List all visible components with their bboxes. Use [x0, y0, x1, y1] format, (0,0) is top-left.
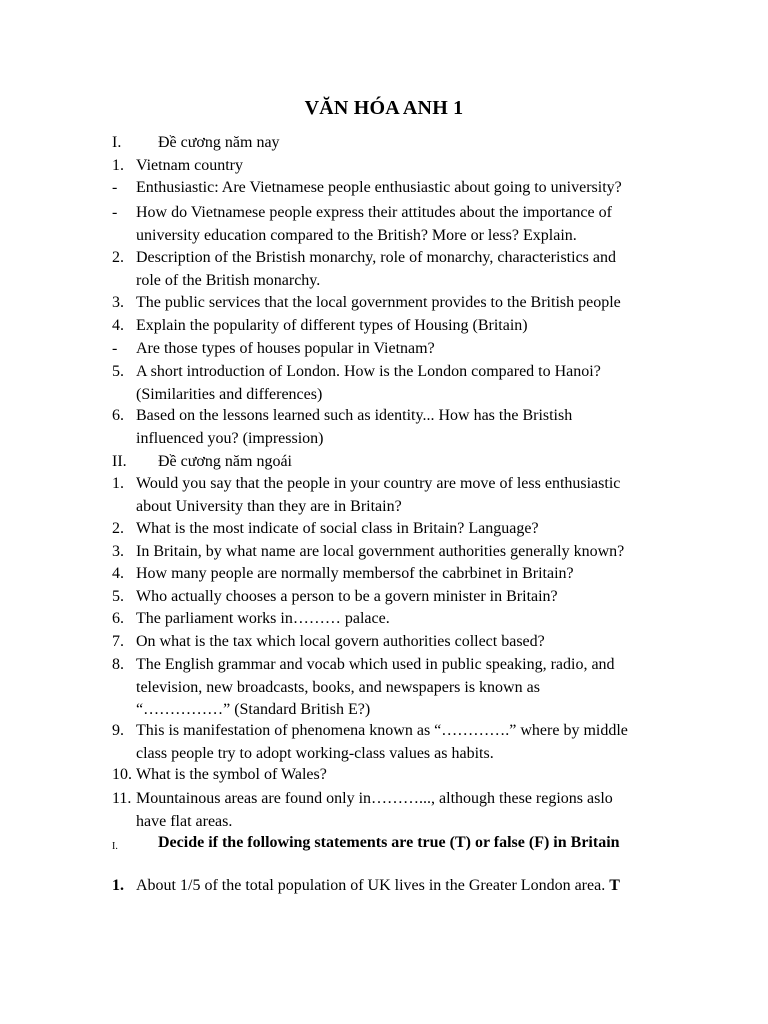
- item-marker: 4.: [112, 565, 124, 582]
- item-text: Would you say that the people in your country are move of less enthusiastic: [136, 475, 621, 492]
- item-text: Vietnam country: [136, 157, 244, 174]
- list-item: [112, 338, 692, 361]
- item-text: Who actually chooses a person to be a govern minister in Britain?: [136, 588, 558, 605]
- section-marker: I.: [112, 134, 122, 151]
- item-text: Based on the lessons learned such as identity... How has the Bristish: [136, 407, 573, 424]
- item-marker: 8.: [112, 656, 124, 673]
- true-false-item: [112, 875, 692, 898]
- item-text: television, new broadcasts, books, and newspapers is known as: [136, 678, 540, 696]
- section-marker: II.: [112, 453, 127, 470]
- item-text: The public services that the local government provides to the British people: [136, 294, 621, 311]
- list-item: [112, 720, 692, 765]
- item-marker: 2.: [112, 249, 124, 266]
- item-text: role of the British monarchy.: [136, 271, 321, 289]
- item-text: “……………” (Standard British E?): [136, 701, 371, 719]
- section-heading-3: [112, 832, 692, 855]
- item-text: On what is the tax which local govern authorities collect based?: [136, 633, 545, 650]
- list-item: [112, 202, 692, 247]
- item-text: About 1/5 of the total population of UK lives in the Greater London area.: [136, 877, 606, 894]
- list-item: [112, 654, 692, 722]
- item-marker: 2.: [112, 520, 124, 537]
- section-label: Đề cương năm nay: [158, 134, 280, 151]
- list-item: [112, 473, 692, 518]
- list-item: [112, 788, 692, 833]
- list-item: [112, 292, 692, 315]
- item-marker: 1.: [112, 157, 124, 174]
- item-marker: 7.: [112, 633, 124, 650]
- item-marker: 6.: [112, 407, 124, 424]
- item-text: This is manifestation of phenomena known as “………….” where by middle: [136, 722, 628, 739]
- list-item: [112, 405, 692, 450]
- list-item: [112, 563, 692, 586]
- item-text: Mountainous areas are found only in………..., although these regions aslo: [136, 790, 613, 807]
- item-text: (Similarities and differences): [136, 385, 323, 403]
- item-text: about University than they are in Britain?: [136, 497, 402, 515]
- section-label: Đề cương năm ngoái: [158, 453, 292, 470]
- item-marker: -: [112, 340, 118, 357]
- item-text: Explain the popularity of different types of Housing (Britain): [136, 317, 528, 334]
- item-marker: -: [112, 179, 118, 196]
- list-item: [112, 586, 692, 609]
- list-item: [112, 764, 692, 787]
- item-marker: 10.: [112, 766, 132, 783]
- item-text: What is the most indicate of social class in Britain? Language?: [136, 520, 539, 537]
- item-text: Enthusiastic: Are Vietnamese people enthusiastic about going to university?: [136, 179, 622, 196]
- item-text: class people try to adopt working-class values as habits.: [136, 744, 494, 762]
- item-text: influenced you? (impression): [136, 429, 324, 447]
- item-marker: 3.: [112, 543, 124, 560]
- item-text: A short introduction of London. How is the London compared to Hanoi?: [136, 363, 601, 380]
- item-text: The English grammar and vocab which used in public speaking, radio, and: [136, 656, 615, 673]
- section-heading-1: [112, 132, 692, 155]
- item-marker: 1.: [112, 475, 124, 492]
- list-item: [112, 315, 692, 338]
- list-item: [112, 541, 692, 564]
- item-text: The parliament works in……… palace.: [136, 610, 390, 627]
- item-text: Description of the Bristish monarchy, role of monarchy, characteristics and: [136, 249, 616, 266]
- document-title: VĂN HÓA ANH 1: [304, 97, 464, 119]
- section-heading-2: [112, 451, 692, 474]
- item-text: How many people are normally membersof the cabrbinet in Britain?: [136, 565, 574, 582]
- item-marker: 11.: [112, 790, 132, 807]
- item-text: In Britain, by what name are local government authorities generally known?: [136, 543, 625, 560]
- item-marker: 6.: [112, 610, 124, 627]
- item-text: How do Vietnamese people express their attitudes about the importance of: [136, 204, 612, 221]
- item-marker: 4.: [112, 317, 124, 334]
- item-marker: 3.: [112, 294, 124, 311]
- section-marker: I.: [112, 841, 118, 852]
- item-text: Are those types of houses popular in Vietnam?: [136, 340, 435, 357]
- item-text: What is the symbol of Wales?: [136, 766, 327, 783]
- answer-label: T: [609, 877, 620, 894]
- list-item: [112, 247, 692, 292]
- item-marker: -: [112, 204, 118, 221]
- list-item: [112, 608, 692, 631]
- item-text: have flat areas.: [136, 812, 233, 830]
- list-item: [112, 518, 692, 541]
- list-item: [112, 177, 692, 200]
- list-item: [112, 361, 692, 406]
- item-text-wrapper: [136, 875, 692, 898]
- list-item: [112, 155, 692, 178]
- section-label: Decide if the following statements are true (T) or false (F) in Britain: [158, 834, 620, 851]
- item-marker: 5.: [112, 363, 124, 380]
- item-marker: 9.: [112, 722, 124, 739]
- item-text: university education compared to the British? More or less? Explain.: [136, 226, 577, 244]
- list-item: [112, 631, 692, 654]
- item-marker: 5.: [112, 588, 124, 605]
- item-marker: 1.: [112, 877, 124, 894]
